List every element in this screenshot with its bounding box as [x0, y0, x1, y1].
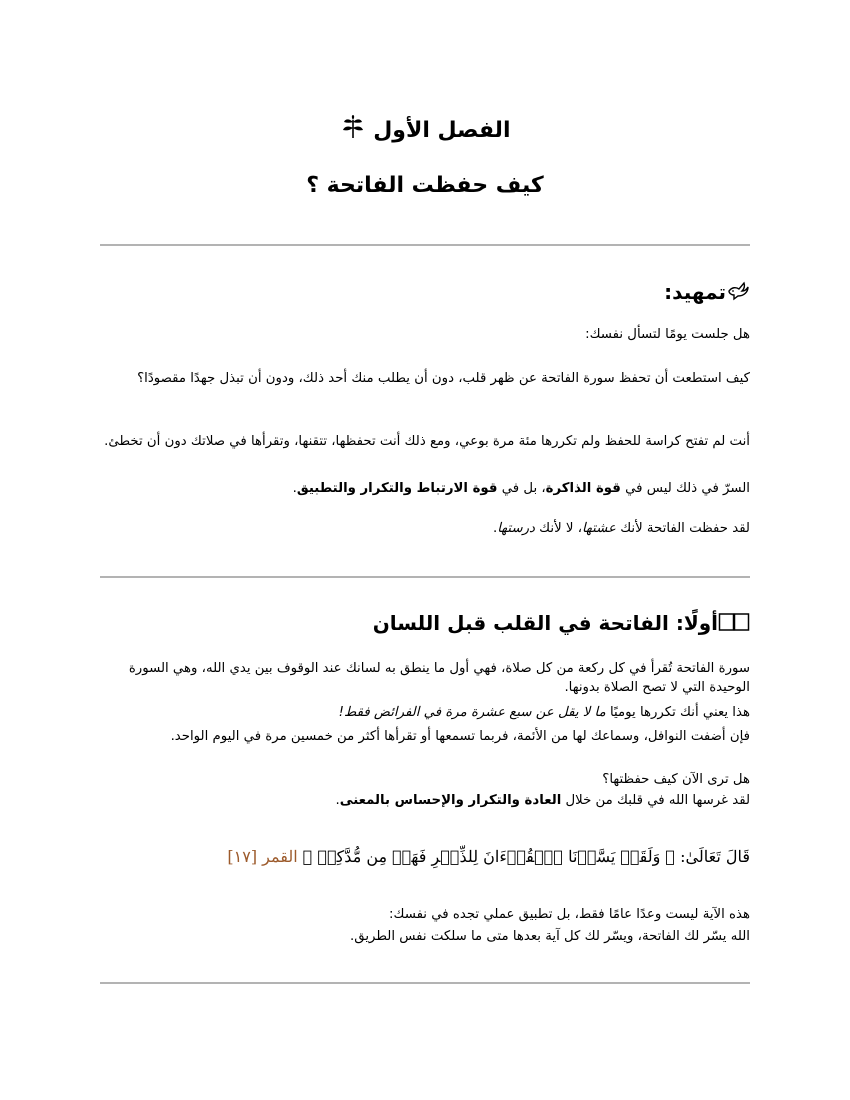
bold-text: العادة والتكرار والإحساس بالمعنى — [339, 793, 562, 808]
surah-reference: القمر [١٧] — [227, 847, 298, 866]
intro-paragraph-4 — [98, 480, 750, 499]
intro-heading — [100, 278, 750, 309]
section1-paragraph-2 — [98, 704, 750, 723]
bold-text: قوة الذاكرة — [545, 481, 621, 496]
text-run: . — [335, 793, 340, 808]
chapter-label — [0, 114, 850, 148]
intro-heading-text: تمهيد: — [664, 280, 726, 304]
section-divider — [100, 576, 750, 578]
verse-text: وَلَقَدۡ يَسَّرۡنَا ٱلۡقُرۡءَانَ لِلذِّكۡرِ فَهَلۡ مِن مُّدَّكِرٖ — [317, 847, 661, 866]
section1-paragraph-1: سورة الفاتحة تُقرأ في كل ركعة من كل صلاة، فهي أول ما ينطق به لسانك عند الوقوف بين يدي الله، وهي السورة الوحيدة التي لا تصح الصلاة بدونها. — [128, 661, 750, 695]
section-divider — [100, 244, 750, 246]
text-run: . — [493, 521, 498, 536]
text-run: ، لا لأنك — [534, 521, 582, 536]
section-divider — [100, 982, 750, 984]
dove-icon — [726, 278, 750, 309]
italic-text: ما لا يقل عن سبع عشرة مرة في الفرائض فقط! — [338, 705, 606, 720]
chapter-title: كيف حفظت الفاتحة ؟ — [306, 173, 544, 198]
leaf-ornament-icon — [340, 114, 366, 148]
section1-paragraph-4: هل ترى الآن كيف حفظتها؟ — [602, 772, 750, 787]
intro-paragraph-3: أنت لم تفتح كراسة للحفظ ولم تكررها مئة مرة بوعي، ومع ذلك أنت تحفظها، تتقنها، وتقرأها في صلاتك دون أن تخطئ. — [104, 434, 750, 449]
intro-paragraph-1: هل جلست يومًا لتسأل نفسك: — [585, 327, 750, 342]
section1-paragraph-6: هذه الآية ليست وعدًا عامًا فقط، بل تطبيق عملي تجده في نفسك: — [389, 907, 750, 922]
text-run: ، بل في — [497, 481, 546, 496]
section1-heading-text: أولًا: الفاتحة في القلب قبل اللسان — [372, 611, 718, 635]
verse-bracket-open: ﴿ — [665, 847, 676, 866]
verse-intro: قَالَ تَعَالَىٰ: — [675, 847, 750, 866]
quran-verse — [98, 844, 750, 870]
text-run: السرّ في ذلك ليس في — [620, 481, 750, 496]
text-run: هذا يعني أنك تكررها يوميًا — [605, 705, 750, 720]
section1-heading — [100, 609, 750, 639]
italic-text: عشتها — [581, 521, 616, 536]
section1-paragraph-3: فإن أضفت النوافل، وسماعك لها من الأئمة، فربما تسمعها أو تقرأها أكثر من خمسين مرة في اليوم الواحد. — [170, 729, 750, 744]
chapter-label-text: الفصل الأول — [373, 118, 511, 143]
bold-text: قوة الارتباط والتكرار والتطبيق — [296, 481, 498, 496]
section1-paragraph-7: الله يسّر لك الفاتحة، ويسّر لك كل آية بعدها متى ما سلكت نفس الطريق. — [350, 929, 750, 944]
intro-paragraph-5 — [98, 520, 750, 539]
text-run: لقد حفظت الفاتحة لأنك — [615, 521, 750, 536]
open-book-icon — [718, 611, 750, 639]
verse-bracket-close: ﴾ — [302, 847, 313, 866]
section1-paragraph-5 — [98, 792, 750, 811]
text-run: . — [292, 481, 297, 496]
intro-paragraph-2: كيف استطعت أن تحفظ سورة الفاتحة عن ظهر قلب، دون أن يطلب منك أحد ذلك، ودون أن تبذل جهدًا مقصودًا؟ — [137, 371, 750, 386]
text-run: لقد غرسها الله في قلبك من خلال — [561, 793, 750, 808]
italic-text: درستها — [497, 521, 535, 536]
